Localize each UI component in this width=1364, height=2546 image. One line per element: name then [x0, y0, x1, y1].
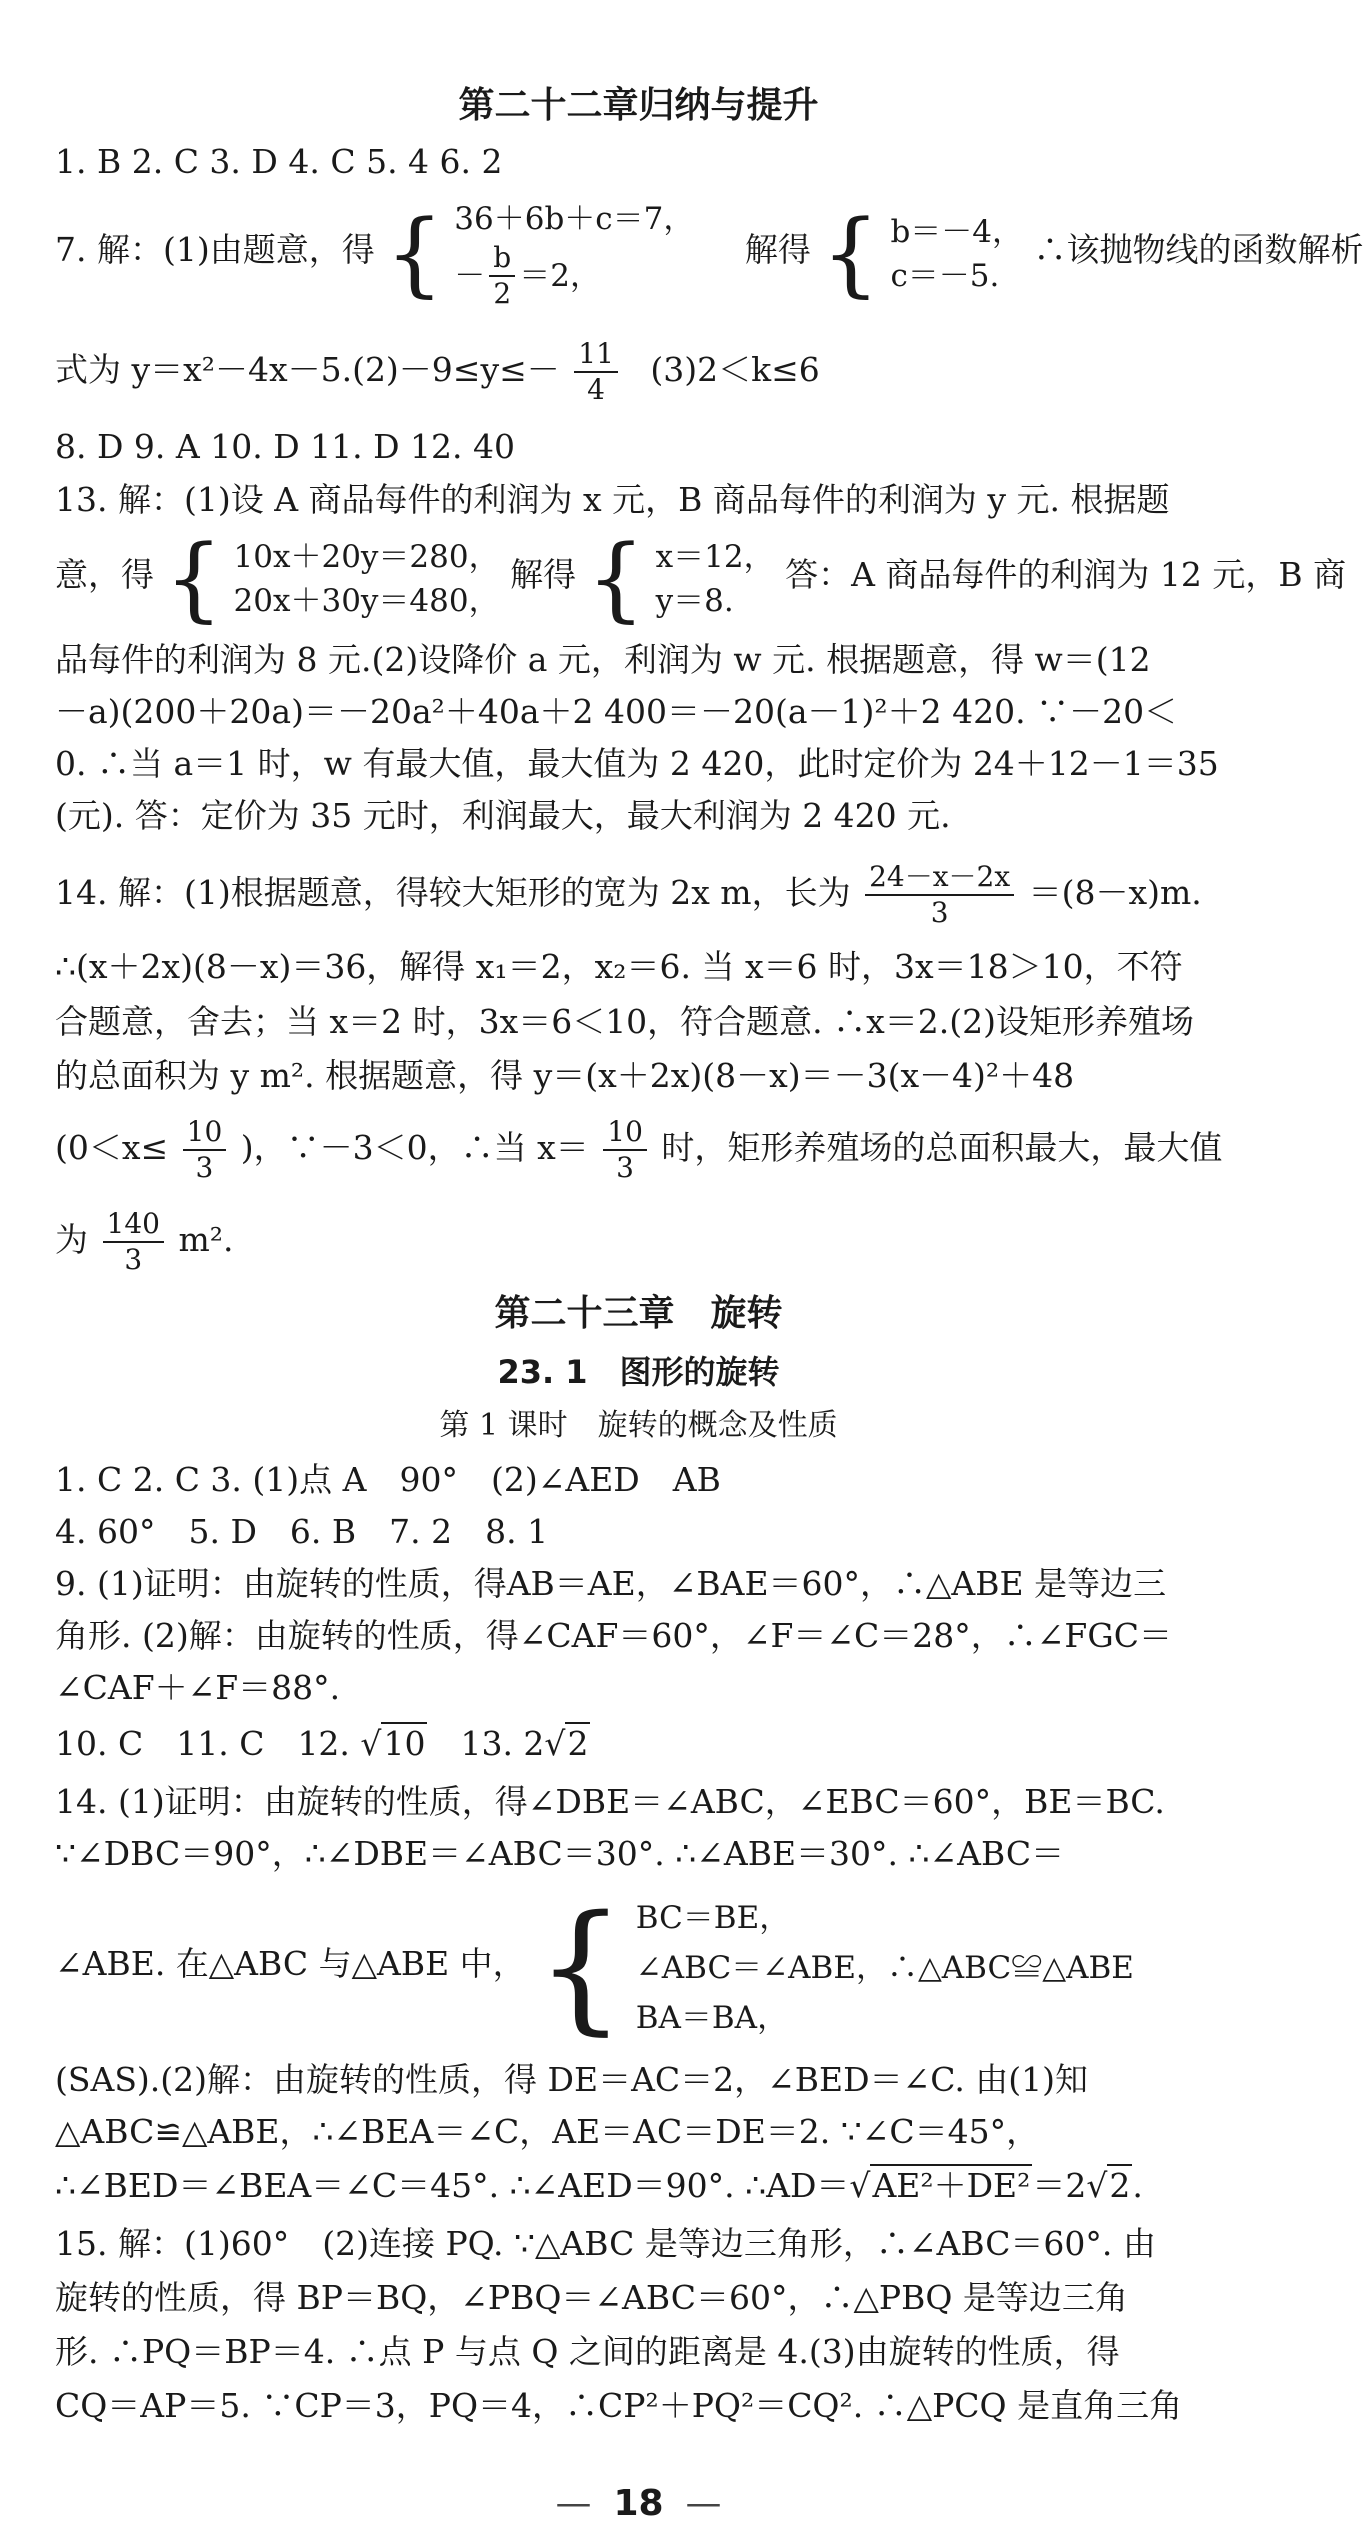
c23-q14-system: { BC＝BE， ∠ABC＝∠ABE，∴△ABC≌△ABE BA＝BA，	[536, 1886, 1134, 2049]
q13-solve-text: 解得	[510, 555, 577, 594]
c23-q15-line1: 15. 解：(1)60° (2)连接 PQ. ∵△ABC 是等边三角形，∴∠ABC＝60°. 由	[55, 2224, 1156, 2263]
c23-q10-pre: 10. C 11. C 12.	[55, 1724, 361, 1763]
q14-frac4	[103, 1207, 164, 1277]
c23-q14-sys-eq2: ∠ABC＝∠ABE，∴△ABC≌△ABE	[635, 1950, 1134, 1986]
c23-q9-line3: ∠CAF＋∠F＝88°.	[55, 1668, 341, 1707]
q7-range-fraction	[574, 337, 618, 407]
c23-q14-line3	[55, 1884, 1134, 2049]
c23-q14-line2: ∵∠DBC＝90°，∴∠DBE＝∠ABC＝30°. ∴∠ABE＝30°. ∴∠ABC＝	[55, 1834, 1065, 1873]
q13-sysA-eq2: 20x＋30y＝480，	[233, 583, 500, 619]
c23-q13-radicand: 2	[567, 1724, 589, 1763]
q14-line5	[55, 1108, 1223, 1188]
c23-q9-line2: 角形. (2)解：由旋转的性质，得∠CAF＝60°，∠F＝∠C＝28°，∴∠FGC＝	[55, 1616, 1172, 1655]
q13-sysB-eq2: y＝8.	[655, 583, 734, 619]
q14-frac4-den: 3	[124, 1243, 143, 1276]
q7-line1	[55, 190, 1364, 310]
q13-line5: 0. ∴当 a＝1 时，w 有最大值，最大值为 2 420，此时定价为 24＋12－1＝35	[55, 744, 1219, 783]
q14-line5-mid: )，∵－3＜0，∴当 x＝	[240, 1128, 589, 1167]
c23-q14-radicand-1: AE²＋DE²	[872, 2166, 1031, 2205]
q14-frac3-den: 3	[616, 1151, 634, 1184]
chapter-22-title: 第二十二章归纳与提升	[458, 85, 819, 126]
c23-q14-line6-mid: ＝2	[1032, 2166, 1087, 2205]
q13-line6: (元). 答：定价为 35 元时，利润最大，最大利润为 2 420 元.	[55, 796, 951, 835]
c23-q9-line1: 9. (1)证明：由旋转的性质，得AB＝AE，∠BAE＝60°，∴△ABE 是等边三	[55, 1564, 1167, 1603]
q14-line2: ∴(x＋2x)(8－x)＝36，解得 x₁＝2，x₂＝6. 当 x＝6 时，3x＝18＞10，不符	[55, 947, 1183, 986]
q14-frac2-num: 10	[183, 1115, 227, 1151]
c23-q12-radicand: 10	[383, 1724, 426, 1763]
q7-sys2-eq2: c＝－5.	[890, 258, 1000, 294]
q13-line4: －a)(200＋20a)＝－20a²＋40a＋2 400＝－20(a－1)²＋2 420. ∵－20＜	[55, 692, 1178, 731]
c23-q15-line2: 旋转的性质，得 BP＝BQ，∠PBQ＝∠ABC＝60°，∴△PBQ 是等边三角	[55, 2278, 1128, 2317]
q13-system-1: { 10x＋20y＝280， 20x＋30y＝480，	[164, 525, 500, 632]
c23-q14-line6-pre: ∴∠BED＝∠BEA＝∠C＝45°. ∴∠AED＝90°. ∴AD＝	[55, 2166, 850, 2205]
c23-q15-line4: CQ＝AP＝5. ∵CP＝3，PQ＝4，∴CP²＋PQ²＝CQ². ∴△PCQ 是直角三角	[55, 2386, 1183, 2425]
c23-q13-pre: 13. 2	[427, 1724, 545, 1763]
q7-frac-den: 2	[493, 277, 512, 310]
c23-q14-sys-eq1: BC＝BE，	[635, 1900, 791, 1936]
q13-system-2: { x＝12， y＝8.	[586, 525, 775, 632]
q7-range-num: 11	[574, 337, 618, 373]
q14-line1-post: ＝(8－x)m.	[1028, 873, 1202, 912]
c23-q14-line6: ∴∠BED＝∠BEA＝∠C＝45°. ∴∠AED＝90°. ∴AD＝√AE²＋DE²＝2√2.	[55, 2166, 1143, 2205]
q14-line1-pre: 14. 解：(1)根据题意，得较大矩形的宽为 2x m，长为	[55, 873, 851, 912]
c23-answers-10-13: 10. C 11. C 12. √10 13. 2√2	[55, 1724, 589, 1763]
q14-frac2	[183, 1115, 227, 1185]
c23-answers-4-8: 4. 60° 5. D 6. B 7. 2 8. 1	[55, 1512, 549, 1551]
q14-line3: 合题意，舍去；当 x＝2 时，3x＝6＜10，符合题意. ∴x＝2.(2)设矩形养殖场	[55, 1002, 1194, 1041]
q7-sys1-fraction	[489, 241, 515, 311]
c23-q14-line1: 14. (1)证明：由旋转的性质，得∠DBE＝∠ABC，∠EBC＝60°，BE＝BC.	[55, 1782, 1165, 1821]
q7-range-den: 4	[587, 373, 605, 406]
q14-line1	[55, 855, 1202, 931]
q14-line5-post: 时，矩形养殖场的总面积最大，最大值	[661, 1128, 1223, 1167]
q7-sys1-eq1: 36＋6b＋c＝7，	[454, 201, 695, 237]
q14-frac1-num: 24－x－2x	[865, 860, 1014, 896]
q7-solve-text: 解得	[744, 230, 811, 269]
lesson-title: 第 1 课时 旋转的概念及性质	[439, 1408, 838, 1443]
q13-line2	[55, 525, 1347, 632]
q14-length-fraction	[865, 860, 1014, 930]
c23-q14-line6-post: .	[1132, 2166, 1143, 2205]
q14-line6-post: m².	[178, 1220, 234, 1259]
q7-lead: 7. 解：(1)由题意，得	[55, 230, 375, 269]
page-number-value: 18	[613, 2483, 664, 2524]
q13-line2-pre: 意，得	[55, 555, 154, 594]
q13-line1: 13. 解：(1)设 A 商品每件的利润为 x 元，B 商品每件的利润为 y 元. 根据题	[55, 480, 1170, 519]
c23-q15-line3: 形. ∴PQ＝BP＝4. ∴点 P 与点 Q 之间的距离是 4.(3)由旋转的性质，得	[55, 2332, 1120, 2371]
q14-line4: 的总面积为 y m². 根据题意，得 y＝(x＋2x)(8－x)＝－3(x－4)²＋48	[55, 1056, 1075, 1095]
answers-1-6: 1. B 2. C 3. D 4. C 5. 4 6. 2	[55, 142, 503, 181]
q7-sys2-eq1: b＝－4，	[890, 214, 1024, 250]
c23-q14-line3-pre: ∠ABE. 在△ABC 与△ABE 中，	[55, 1944, 526, 1983]
q13-sysA-eq1: 10x＋20y＝280，	[233, 539, 500, 575]
page-number: — 18 —	[555, 2483, 722, 2524]
q7-system-1: { 36＋6b＋c＝7， － $\frac{b}{2}$ ＝2，	[385, 192, 694, 312]
c23-q14-radicand-2: 2	[1109, 2166, 1131, 2205]
answers-8-12: 8. D 9. A 10. D 11. D 12. 40	[55, 427, 516, 466]
q7-line2	[55, 335, 1115, 405]
c23-q14-line5: △ABC≌△ABE，∴∠BEA＝∠C，AE＝AC＝DE＝2. ∵∠C＝45°，	[55, 2112, 1040, 2151]
q14-frac1-den: 3	[930, 896, 949, 929]
q14-frac3	[603, 1115, 647, 1185]
q14-frac4-num: 140	[103, 1207, 164, 1243]
q13-line2-post: 答：A 商品每件的利润为 12 元，B 商	[785, 555, 1347, 594]
chapter-23-title: 第二十三章 旋转	[494, 1293, 783, 1334]
q14-line6-pre: 为	[55, 1220, 88, 1259]
q7-sys1-minus: －	[454, 258, 486, 294]
q13-line3: 品每件的利润为 8 元.(2)设降价 a 元，利润为 w 元. 根据题意，得 w＝(12	[55, 640, 1151, 679]
q7-line2-pre: 式为 y＝x²－4x－5.(2)－9≤y≤－	[55, 350, 560, 389]
section-23-1-title: 23. 1 图形的旋转	[497, 1353, 780, 1391]
c23-q14-line4: (SAS).(2)解：由旋转的性质，得 DE＝AC＝2，∠BED＝∠C. 由(1)知	[55, 2060, 1089, 2099]
q14-frac2-den: 3	[195, 1151, 214, 1184]
q7-frac-num: b	[489, 241, 515, 277]
q7-system-2: { b＝－4， c＝－5.	[821, 200, 1024, 307]
q14-line6	[55, 1200, 1115, 1280]
q13-sysB-eq1: x＝12，	[655, 539, 775, 575]
c23-answers-1-3: 1. C 2. C 3. (1)点 A 90° (2)∠AED AB	[55, 1460, 721, 1499]
q7-tail: ∴该抛物线的函数解析	[1033, 230, 1364, 269]
q14-frac3-num: 10	[603, 1115, 647, 1151]
q7-sys1-rhs: ＝2，	[519, 258, 601, 294]
q14-line5-pre: (0＜x≤	[55, 1128, 169, 1167]
c23-q14-sys-eq3: BA＝BA，	[635, 2000, 789, 2036]
q7-line2-post: (3)2＜k≤6	[650, 350, 820, 389]
